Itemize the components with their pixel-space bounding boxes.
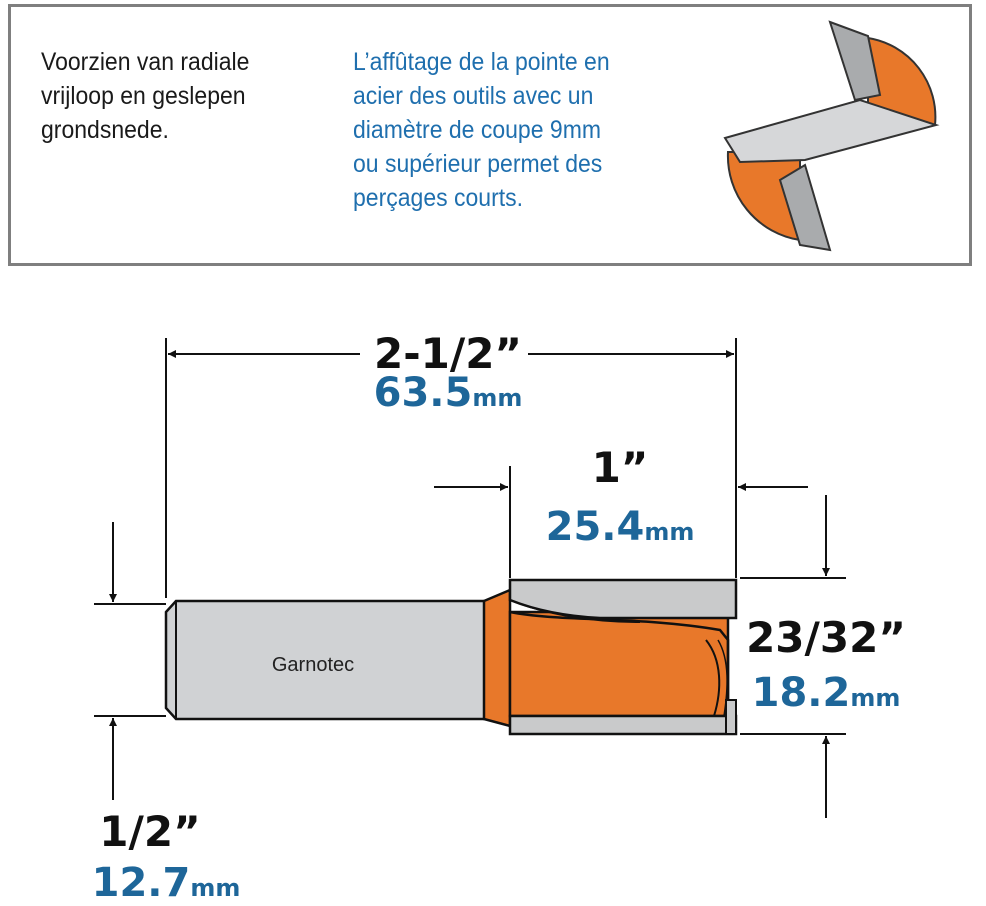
cut-diameter-inch: 23/32” — [746, 613, 906, 662]
dutch-line: vrijloop en geslepen — [41, 82, 246, 110]
cut-length-inch: 1” — [591, 443, 649, 492]
carbide-bottom — [510, 716, 736, 734]
tip-grinding-icon — [725, 22, 936, 250]
cut-diameter-mm-unit: mm — [850, 684, 901, 712]
shank-mm-value: 12.7 — [91, 860, 191, 906]
cut-diameter-mm — [752, 670, 901, 716]
cut-diameter-mm-value: 18.2 — [751, 670, 851, 716]
cutter-body — [484, 590, 510, 726]
cut-length-mm-value: 25.4 — [545, 504, 645, 550]
dutch-line: Voorzien van radiale — [41, 48, 250, 76]
french-line: L’affûtage de la pointe en — [353, 48, 610, 76]
cut-length-mm — [546, 504, 695, 550]
carbide-tip — [726, 700, 736, 734]
shank-mm — [92, 860, 241, 906]
shank-inch: 1/2” — [99, 807, 201, 856]
overall-length-mm-value: 63.5 — [373, 370, 473, 416]
cutter-head — [510, 612, 728, 716]
overall-length-inch: 2-1/2” — [373, 329, 523, 378]
french-line: perçages courts. — [353, 184, 524, 212]
overall-length-mm-unit: mm — [472, 384, 523, 412]
french-line: ou supérieur permet des — [353, 150, 603, 178]
cut-length-mm-unit: mm — [644, 518, 695, 546]
dutch-line: grondsnede. — [41, 116, 169, 144]
french-line: acier des outils avec un — [353, 82, 594, 110]
router-bit — [166, 580, 736, 734]
french-line: diamètre de coupe 9mm — [353, 116, 602, 144]
shank-mm-unit: mm — [190, 874, 241, 902]
brand-label: Garnotec — [271, 654, 355, 676]
